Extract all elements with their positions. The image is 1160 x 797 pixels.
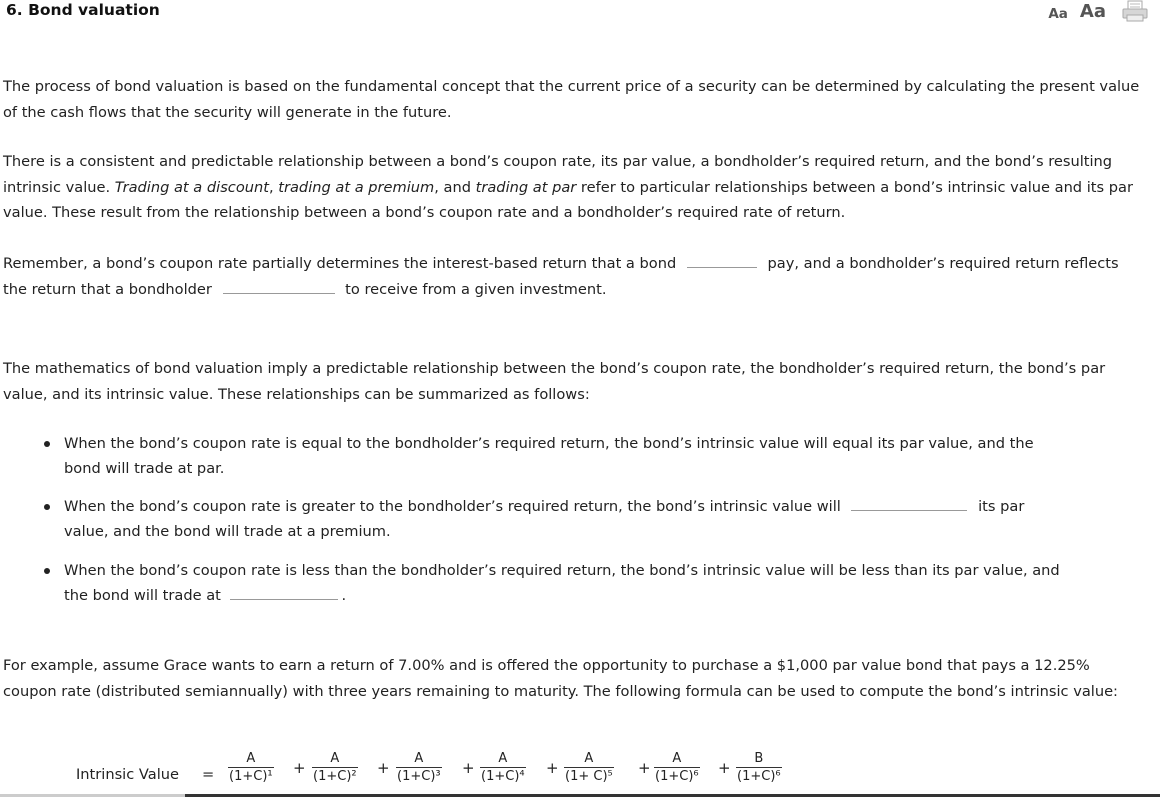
text: , bbox=[268, 178, 279, 196]
decrease-font-button[interactable]: Aa bbox=[1048, 6, 1068, 22]
plus-sign: + bbox=[462, 759, 475, 777]
plus-sign: + bbox=[293, 759, 306, 777]
numerator: A bbox=[672, 751, 682, 766]
text: When the bond’s coupon rate is greater to the bondholder’s required return, the bond’s intrinsic value will bbox=[64, 498, 841, 515]
plus-sign: + bbox=[718, 759, 731, 777]
intro-paragraph: The process of bond valuation is based on the fundamental concept that the current price of a security can be determined by calculating the present value of the cash flows that the security will generate in the future. bbox=[3, 78, 1140, 121]
text: pay, and a bondholder’s required return reflects the return that a bondholder bbox=[3, 255, 1119, 298]
text: . bbox=[341, 587, 347, 604]
numerator: A bbox=[498, 751, 508, 766]
mathematics-paragraph: The mathematics of bond valuation imply a predictable relationship between the bond’s coupon rate, the bondholder’s required return, the bond’s par value, and its intrinsic value. These relationships can be summarized as follows: bbox=[3, 360, 1106, 403]
denominator: (1+ C)⁵ bbox=[565, 769, 613, 784]
text: When the bond’s coupon rate is less than the bondholder’s required return, the bond’s intrinsic value will be less than its par value, and the bond will trade at bbox=[64, 562, 1060, 604]
numerator: A bbox=[246, 751, 256, 766]
term-par: trading at par bbox=[475, 178, 577, 196]
intrinsic-value-formula bbox=[76, 749, 1076, 797]
dropdown-trade-at[interactable] bbox=[230, 584, 338, 600]
term-premium: trading at a premium bbox=[278, 178, 435, 196]
list-item bbox=[44, 494, 1060, 544]
denominator: (1+C)⁶ bbox=[737, 769, 781, 784]
formula-term bbox=[564, 751, 614, 785]
formula-term bbox=[228, 751, 274, 785]
formula-term bbox=[480, 751, 526, 785]
page-title: 6. Bond valuation bbox=[6, 1, 160, 19]
text: There is a consistent and predictable relationship between a bond’s coupon rate, its par value, a bondholder’s required return, and the bond’s resulting intrinsic value. bbox=[3, 153, 1113, 196]
dropdown-bond-will[interactable] bbox=[687, 252, 757, 268]
list-item: When the bond’s coupon rate is equal to the bondholder’s required return, the bond’s intrinsic value will equal its par value, and the bond will trade at par. bbox=[44, 431, 1060, 481]
formula-term bbox=[654, 751, 700, 785]
dropdown-premium-value[interactable] bbox=[851, 495, 967, 511]
numerator: A bbox=[414, 751, 424, 766]
list-item bbox=[44, 558, 1060, 608]
dropdown-bondholder-expects[interactable] bbox=[223, 278, 335, 294]
numerator: A bbox=[584, 751, 594, 766]
numerator: A bbox=[330, 751, 340, 766]
increase-font-button[interactable]: Aa bbox=[1079, 1, 1106, 22]
relationship-paragraph bbox=[3, 149, 1146, 226]
text: to receive from a given investment. bbox=[345, 280, 607, 298]
remember-paragraph bbox=[3, 251, 1146, 302]
formula-label: Intrinsic Value bbox=[76, 766, 179, 783]
equals-sign: = bbox=[202, 766, 215, 783]
denominator: (1+C)⁴ bbox=[481, 769, 525, 784]
denominator: (1+C)¹ bbox=[229, 769, 273, 784]
text: refer to particular relationships between a bond’s intrinsic value and its par value. These result from the relationship between a bond’s coupon rate and a bondholder’s required rate of return. bbox=[3, 178, 1133, 221]
denominator: (1+C)³ bbox=[397, 769, 441, 784]
plus-sign: + bbox=[377, 759, 390, 777]
print-icon[interactable] bbox=[1122, 0, 1148, 22]
formula-term bbox=[312, 751, 358, 785]
formula-term bbox=[736, 751, 782, 785]
formula-term bbox=[396, 751, 442, 785]
toolbar bbox=[1048, 0, 1148, 22]
text: its par value, and the bond will trade at a premium. bbox=[64, 498, 1025, 540]
plus-sign: + bbox=[546, 759, 559, 777]
denominator: (1+C)² bbox=[313, 769, 357, 784]
example-paragraph: For example, assume Grace wants to earn a return of 7.00% and is offered the opportunity to purchase a $1,000 par value bond that pays a 12.25% coupon rate (distributed semiannually) with three years remaining to maturity. The following formula can be used to compute the bond’s intrinsic value: bbox=[3, 657, 1118, 700]
numerator: B bbox=[754, 751, 764, 766]
text: Remember, a bond’s coupon rate partially determines the interest-based return that a bond bbox=[3, 255, 677, 272]
plus-sign: + bbox=[638, 759, 651, 777]
text: , and bbox=[434, 178, 476, 196]
denominator: (1+C)⁶ bbox=[655, 769, 699, 784]
term-discount: Trading at a discount bbox=[114, 178, 269, 196]
